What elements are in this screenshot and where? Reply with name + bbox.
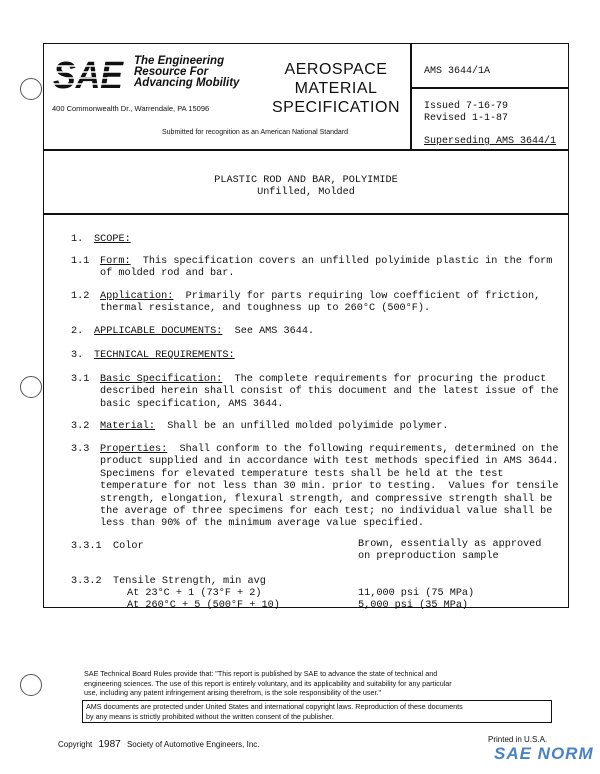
spec-title-line-1: AEROSPACE	[284, 61, 388, 78]
sae-logo	[53, 57, 125, 93]
tagline-line-1: The Engineering	[134, 55, 225, 67]
section-1-1-label: Form:	[100, 256, 131, 267]
color-value-line-1: Brown, essentially as approved	[358, 539, 542, 550]
section-3-3-2-num: 3.3.2	[71, 576, 102, 587]
section-3-3-line-6: the average of three specimens for each test; no individual value shall be	[100, 506, 553, 518]
header-divider-vertical	[410, 43, 412, 150]
section-3-3-1-label: Color	[113, 541, 144, 552]
color-value-line-2: on preproduction sample	[358, 551, 499, 562]
section-2-num: 2.	[71, 326, 84, 337]
section-1-num: 1.	[71, 234, 84, 245]
section-3-1-line-1: The complete requirements for procuring the product	[222, 374, 547, 385]
tensile-row-1-label: At 23°C + 1 (73°F + 2)	[127, 588, 262, 599]
section-1-2-line-2: thermal resistance, and toughness up to 260°C (500°F).	[100, 303, 431, 315]
copyright-line-2: by any means is strictly prohibited without the written consent of the publisher.	[86, 711, 334, 721]
copyright-label: Copyright	[58, 740, 93, 749]
title-divider	[43, 213, 569, 215]
section-2-title: APPLICABLE DOCUMENTS:	[94, 326, 223, 337]
svg-text:SAE: SAE	[53, 57, 125, 93]
section-3-2-num: 3.2	[71, 421, 90, 432]
section-3-3-label: Properties:	[100, 444, 168, 455]
section-3-3-1-num: 3.3.1	[71, 541, 102, 552]
tagline-line-2: Resource For	[134, 66, 209, 78]
document-title: PLASTIC ROD AND BAR, POLYIMIDE	[214, 175, 398, 186]
binder-hole-middle	[20, 376, 42, 398]
technical-board-rules	[84, 669, 544, 698]
sae-address: 400 Commonwealth Dr., Warrendale, PA 15096	[52, 104, 210, 113]
section-3-3-line-5: strength, elongation, flexural strength, and compressive strength shall be	[100, 493, 553, 505]
spec-title-line-2: MATERIAL	[294, 80, 378, 97]
spec-title	[268, 60, 404, 117]
section-1-2-label: Application:	[100, 291, 174, 302]
section-1-title: SCOPE:	[94, 234, 131, 245]
ams-number: AMS 3644/1A	[424, 66, 491, 77]
section-1-1-line-2: of molded rod and bar.	[100, 268, 235, 280]
copyright-line-1: AMS documents are protected under United States and international copyright laws. Reproduction of these documents	[86, 702, 463, 711]
sae-tagline	[134, 56, 239, 89]
section-3-3-text	[100, 444, 559, 531]
binder-hole-top	[20, 78, 42, 100]
section-2-body: See AMS 3644.	[222, 326, 315, 337]
rules-line-1: SAE Technical Board Rules provide that: "This report is published by SAE to advance the state of technical and	[84, 669, 438, 678]
section-3-2-body: Shall be an unfilled molded polyimide polymer.	[155, 421, 449, 432]
copyright-line	[58, 739, 259, 750]
copyright-year: 1987	[98, 739, 121, 750]
ams-number-divider	[410, 87, 569, 89]
section-3-1-line-3: basic specification, AMS 3644.	[100, 398, 284, 410]
section-3-2-label: Material:	[100, 421, 156, 432]
section-1-2-line-1: Primarily for parts requiring low coefficient of friction,	[173, 291, 541, 302]
printed-in-usa: Printed in U.S.A.	[488, 735, 548, 744]
revised-date: Revised 1-1-87	[424, 113, 509, 124]
section-3-3-line-4: temperature for not less than 30 min. prior to testing. Values for tensile	[100, 481, 559, 493]
section-1-1-text	[100, 256, 552, 281]
binder-hole-bottom	[20, 674, 42, 696]
document-subtitle: Unfilled, Molded	[257, 187, 355, 198]
section-1-1-num: 1.1	[71, 256, 90, 267]
section-3-1-text	[100, 374, 559, 411]
copyright-owner: Society of Automotive Engineers, Inc.	[126, 740, 260, 749]
section-3-num: 3.	[71, 350, 84, 361]
section-3-3-line-7: less than 90% of the minimum average value specified.	[100, 518, 425, 530]
section-1-2-num: 1.2	[71, 291, 90, 302]
section-3-2-text	[100, 421, 448, 433]
superseding-note: Superseding AMS 3644/1	[424, 136, 557, 147]
section-3-title: TECHNICAL REQUIREMENTS:	[94, 350, 235, 361]
section-3-3-line-3: Specimens for elevated temperature tests shall be held at the test	[100, 468, 504, 480]
section-3-3-num: 3.3	[71, 444, 90, 455]
section-3-3-line-2: product supplied and in accordance with test methods specified in AMS 3644.	[100, 456, 559, 468]
tagline-line-3: Advancing Mobility	[134, 77, 240, 89]
issued-date: Issued 7-16-79	[424, 101, 509, 112]
rules-line-2: engineering sciences. The use of this report is entirely voluntary, and its applicability and suitability for any particular	[84, 678, 452, 688]
section-3-3-line-1: Shall conform to the following requirements, determined on the	[167, 444, 559, 455]
tensile-row-1-value: 11,000 psi (75 MPa)	[358, 588, 475, 599]
watermark: SAE NORM	[494, 744, 594, 763]
copyright-notice-box	[82, 700, 552, 723]
section-3-1-label: Basic Specification:	[100, 374, 223, 385]
tensile-row-2-value: 5,000 psi (35 MPa)	[358, 600, 469, 611]
rules-line-3: use, including any patent infringement arising therefrom, is the sole responsibility of the user."	[84, 688, 381, 698]
section-2-text	[94, 326, 314, 338]
ansi-note: Submitted for recognition as an American National Standard	[162, 129, 348, 136]
section-1-1-line-1: This specification covers an unfilled polyimide plastic in the form	[130, 256, 553, 267]
section-3-3-2-label: Tensile Strength, min avg	[113, 576, 266, 587]
header-divider-horizontal	[43, 149, 569, 151]
section-3-1-line-2: described herein shall consist of this document and the latest issue of the	[100, 386, 559, 398]
section-3-1-num: 3.1	[71, 374, 90, 385]
tensile-row-2-label: At 260°C + 5 (500°F + 10)	[127, 600, 280, 611]
spec-title-line-3: SPECIFICATION	[272, 99, 400, 116]
section-1-2-text	[100, 291, 540, 316]
